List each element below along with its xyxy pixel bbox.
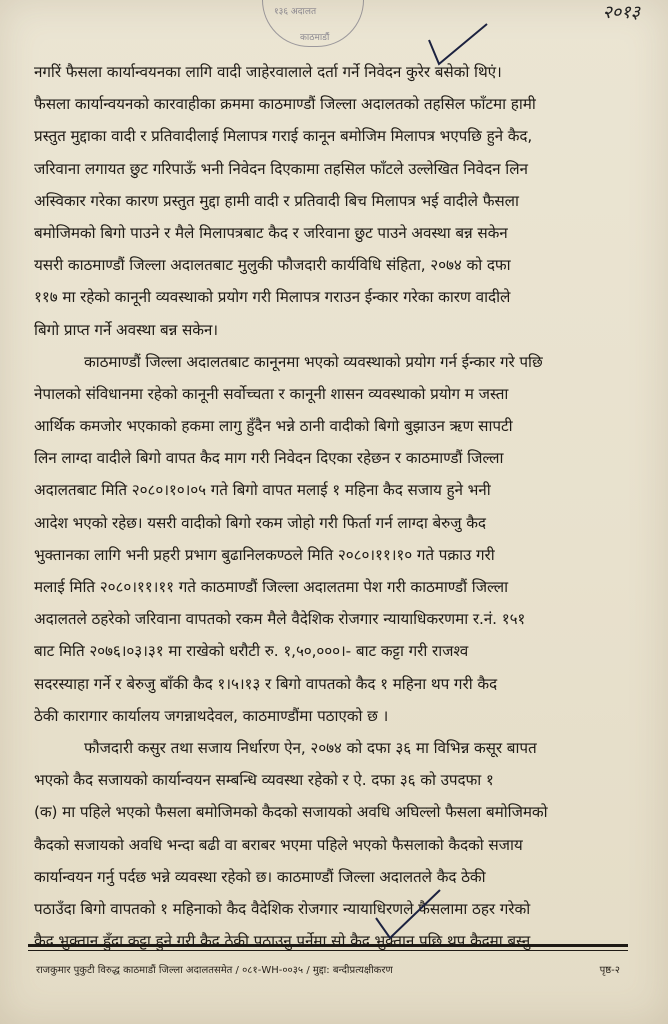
text-line: यसरी काठमाण्डौं जिल्ला अदालतबाट मुलुकी फौजदारी कार्यविधि संहिता, २०७४ को दफा: [34, 256, 511, 275]
text-line: अदालतबाट मिति २०८०।१०।०५ गते बिगो वापत मलाई १ महिना कैद सजाय हुने भनी: [34, 481, 491, 500]
footer-divider-thick: [28, 944, 628, 947]
text-line: काठमाण्डौं जिल्ला अदालतबाट कानूनमा भएको व्यवस्थाको प्रयोग गर्न ईन्कार गरे पछि: [84, 352, 543, 371]
text-line: मलाई मिति २०८०।११।११ गते काठमाण्डौं जिल्ला अदालतमा पेश गरी काठमाण्डौं जिल्ला: [34, 578, 508, 596]
text-line: फैसला कार्यान्वयनको कारवाहीका क्रममा काठमाण्डौं जिल्ला अदालतको तहसिल फाँटमा हामी: [34, 95, 536, 114]
text-line: जरिवाना लगायत छुट गरिपाऊँ भनी निवेदन दिएकामा तहसिल फाँटले उल्लेखित निवेदन लिन: [34, 159, 528, 178]
text-line: नगरिं फैसला कार्यान्वयनका लागि वादी जाहेरवालाले दर्ता गर्ने निवेदन कुरेर बसेको थिएं।: [34, 63, 502, 81]
text-line: आदेश भएको रहेछ। यसरी वादीको बिगो रकम जोहो गरी फिर्ता गर्न लाग्दा बेरुजु कैद: [34, 513, 486, 532]
text-line: आर्थिक कमजोर भएकाको हकमा लागु हुँदैन भन्ने ठानी वादीको बिगो बुझाउन ऋण सापटी: [34, 417, 513, 436]
text-line: नेपालको संविधानमा रहेको कानूनी सर्वोच्चता र कानूनी शासन व्यवस्थाको प्रयोग म जस्ता: [34, 384, 509, 403]
text-line: बमोजिमको बिगो पाउने र मैले मिलापत्रबाट कैद र जरिवाना छुट पाउने अवस्था बन्न सकेन: [34, 223, 508, 242]
handwritten-corner-mark: २०१३: [602, 2, 640, 23]
text-line: अस्विकार गरेका कारण प्रस्तुत मुद्दा हामी वादी र प्रतिवादी बिच मिलापत्र भई वादीले फैसला: [34, 191, 519, 210]
body-text: [34, 56, 634, 957]
text-line: कैद भुक्तान हुँदा कट्टा हुने गरी कैद ठेकी पठाउनु पर्नेमा सो कैद भुक्तान पछि थप कैदमा बस्नु: [34, 932, 531, 951]
text-line: सदरस्याहा गर्ने र बेरुजु बाँकी कैद १।५।१३ र बिगो वापतको कैद १ महिना थप गरी कैद: [34, 674, 497, 693]
text-line: लिन लाग्दा वादीले बिगो वापत कैद माग गरी निवेदन दिएका रहेछन र काठमाण्डौं जिल्ला: [34, 449, 504, 468]
footer-divider-thin: [28, 950, 628, 951]
page-number: पृष्ठ-२: [599, 965, 620, 976]
text-line: ठेकी कारागार कार्यालय जगन्नाथदेवल, काठमाण्डौंमा पठाएको छ ।: [34, 706, 389, 725]
text-line: पठाउँदा बिगो वापतको १ महिनाको कैद वैदेशिक रोजगार न्यायाधिरणले फैसलामा ठहर गरेको: [34, 899, 531, 918]
handwritten-check-icon: [370, 882, 450, 942]
text-line: ११७ मा रहेको कानूनी व्यवस्थाको प्रयोग गरी मिलापत्र गराउन ईन्कार गरेका कारण वादीले: [34, 288, 511, 307]
page-footer: [36, 962, 620, 976]
text-line: भुक्तानका लागि भनी प्रहरी प्रभाग बुढानिलकण्ठले मिति २०८०।११।१० गते पक्राउ गरी: [34, 545, 495, 564]
text-line: भएको कैद सजायको कार्यान्वयन सम्बन्धि व्यवस्था रहेको र ऐ. दफा ३६ को उपदफा १: [34, 771, 494, 790]
text-line: कैदको सजायको अवधि भन्दा बढी वा बराबर भएमा पहिले भएको फैसलाको कैदको सजाय: [34, 835, 523, 854]
text-line: फौजदारी कसुर तथा सजाय निर्धारण ऐन, २०७४ को दफा ३६ मा विभिन्न कसूर बापत: [84, 738, 537, 757]
stamp-text-line2: काठमाडौं: [300, 33, 330, 43]
text-line: कार्यान्वयन गर्नु पर्दछ भन्ने व्यवस्था रहेको छ। काठमाण्डौं जिल्ला अदालतले कैद ठेकी: [34, 867, 486, 886]
text-line: बिगो प्राप्त गर्ने अवस्था बन्न सकेन।: [34, 320, 218, 339]
text-line: अदालतले ठहरेको जरिवाना वापतको रकम मैले वैदेशिक रोजगार न्यायाधिकरणमा र.नं. १५१: [34, 610, 526, 629]
text-line: बाट मिति २०७६।०३।३१ मा राखेको धरौटी रु. १,५०,०००।- बाट कट्टा गरी राजश्व: [34, 642, 469, 661]
text-line: प्रस्तुत मुद्दाका वादी र प्रतिवादीलाई मिलापत्र गराई कानून बमोजिम मिलापत्र भएपछि हुने कैद,: [34, 127, 533, 146]
text-line: (क) मा पहिले भएको फैसला बमोजिमको कैदको सजायको अवधि अघिल्लो फैसला बमोजिमको: [34, 803, 548, 822]
stamp-text-line1: १३६ अदालत: [274, 7, 317, 17]
case-caption: राजकुमार पुकुटी विरुद्ध काठमाडौं जिल्ला अदालतसमेत / ०८१-WH-००३५ / मुद्दा: बन्दीप्रत्यक्षीकरण: [36, 965, 393, 976]
